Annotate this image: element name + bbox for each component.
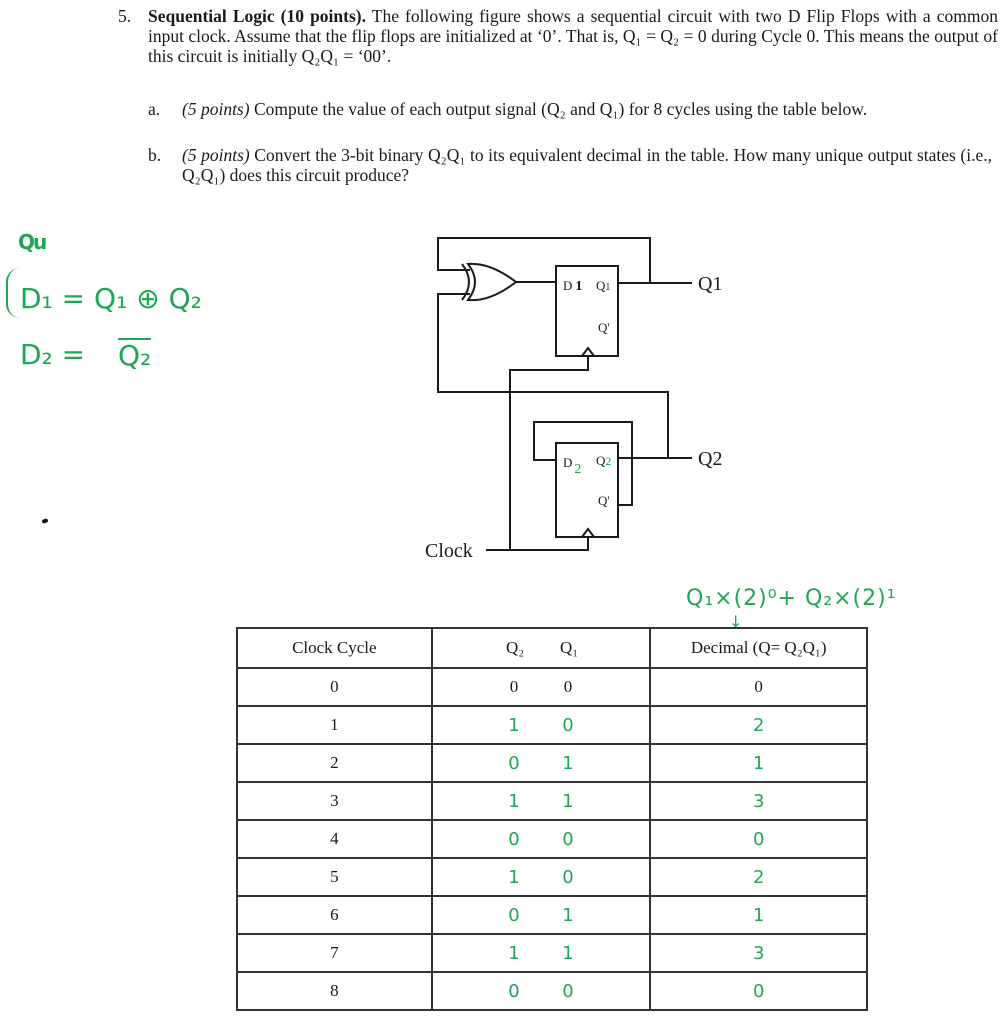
cell-decimal: 1 [650, 896, 867, 934]
cell-decimal: 3 [650, 934, 867, 972]
cell-q-values [432, 668, 651, 706]
cell-cycle: 7 [237, 934, 432, 972]
table-row [237, 706, 867, 744]
table-row [237, 972, 867, 1010]
wire-q2-to-xor [438, 294, 668, 458]
cell-cycle: 8 [237, 972, 432, 1010]
header-q2: Q₂ [506, 638, 525, 657]
ff2-d-label: D 2 [563, 455, 582, 477]
table-row [237, 858, 867, 896]
table-body [237, 668, 867, 1010]
cell-q2: 0 [508, 828, 520, 850]
handwritten-eq1: D₁ = Q₁ ⊕ Q₂ [20, 282, 202, 315]
ff1-d-label: D 1 [563, 278, 583, 294]
xor-gate [468, 264, 516, 300]
header-decimal: Decimal (Q= Q₂Q₁) [650, 628, 867, 668]
cell-cycle: 5 [237, 858, 432, 896]
cell-cycle: 2 [237, 744, 432, 782]
handwritten-scribble: Qu [18, 230, 46, 254]
cell-q-values [432, 706, 651, 744]
table-row [237, 934, 867, 972]
cell-decimal: 1 [650, 744, 867, 782]
cell-decimal: 3 [650, 782, 867, 820]
cell-q2: 1 [508, 866, 520, 888]
part-b-points: (5 points) [182, 145, 250, 165]
cell-q1: 0 [562, 980, 574, 1002]
cell-q1: 1 [562, 942, 574, 964]
cell-q1: 0 [562, 714, 574, 736]
cell-decimal: 2 [650, 706, 867, 744]
cell-q1: 0 [563, 677, 573, 696]
cell-cycle: 4 [237, 820, 432, 858]
cell-cycle: 1 [237, 706, 432, 744]
ff1-q-label: Q1 [596, 278, 611, 293]
ff1-qbar-label: Q' [598, 320, 610, 335]
cell-q1: 0 [562, 828, 574, 850]
cell-q2: 1 [508, 790, 520, 812]
cell-q2: 0 [509, 677, 519, 696]
part-a-text: Compute the value of each output signal (Q₂ and Q₁) for 8 cycles using the table below. [253, 99, 868, 119]
header-clock-cycle: Clock Cycle [237, 628, 432, 668]
clock-label: Clock [425, 540, 473, 562]
wire-clock-ff1 [486, 356, 588, 550]
output-q1-label: Q1 [698, 273, 723, 295]
cell-q2: 0 [508, 980, 520, 1002]
cell-cycle: 6 [237, 896, 432, 934]
part-a-points: (5 points) [182, 99, 250, 119]
header-q1: Q₁ [560, 638, 579, 657]
cell-q-values [432, 896, 651, 934]
cell-q-values [432, 934, 651, 972]
cell-q2: 1 [508, 714, 520, 736]
table-row [237, 668, 867, 706]
cell-q2: 0 [508, 752, 520, 774]
table-row [237, 782, 867, 820]
cell-q1: 1 [562, 904, 574, 926]
handwritten-eq2-lhs: D₂ = [20, 338, 86, 371]
question-body: The following figure shows a sequential circuit with two D Flip Flops with a common input clock. Assume that the flip flops are initialized at ‘0’. That is, Q₁ = Q₂ = 0 during Cycle 0. This means the output of this circuit is initially Q₂Q₁ = ‘00’. [148, 6, 999, 66]
ff2-qbar-label: Q' [598, 493, 610, 508]
wire-clock-ff2 [510, 537, 588, 550]
cell-q1: 1 [562, 752, 574, 774]
part-a-label: a. [148, 99, 161, 119]
cell-cycle: 0 [237, 668, 432, 706]
cell-decimal: 0 [650, 972, 867, 1010]
question-number: 5. [118, 6, 132, 26]
output-q2-label: Q2 [698, 448, 723, 470]
cell-cycle: 3 [237, 782, 432, 820]
cell-q-values [432, 972, 651, 1010]
cell-q-values [432, 782, 651, 820]
table-row [237, 896, 867, 934]
part-b-text: Convert the 3-bit binary Q₂Q₁ to its equivalent decimal in the table. How many unique output states (i.e., Q₂Q₁) does this circuit produce? [182, 145, 992, 185]
cell-q2: 1 [508, 942, 520, 964]
cell-decimal: 2 [650, 858, 867, 896]
handwritten-formula: Q₁×(2)⁰+ Q₂×(2)¹ [686, 586, 897, 611]
cell-q1: 1 [562, 790, 574, 812]
ff2-q-label: Q2 [596, 453, 612, 468]
state-table [236, 627, 868, 1011]
cell-decimal: 0 [650, 668, 867, 706]
ff1-clock-triangle [582, 348, 594, 356]
cell-decimal: 0 [650, 820, 867, 858]
question-title: Sequential Logic (10 points). [148, 6, 366, 26]
cell-q-values [432, 858, 651, 896]
cell-q-values [432, 744, 651, 782]
table-row [237, 744, 867, 782]
cell-q2: 0 [508, 904, 520, 926]
table-row [237, 820, 867, 858]
part-b-label: b. [148, 145, 162, 165]
handwritten-arrow: ↓ [729, 612, 743, 631]
cell-q-values [432, 820, 651, 858]
cell-q1: 0 [562, 866, 574, 888]
ff2-clock-triangle [582, 529, 594, 537]
handwritten-eq2-rhs: Q₂ [118, 339, 152, 372]
table-header-row [237, 628, 867, 668]
header-q2-q1 [432, 628, 651, 668]
